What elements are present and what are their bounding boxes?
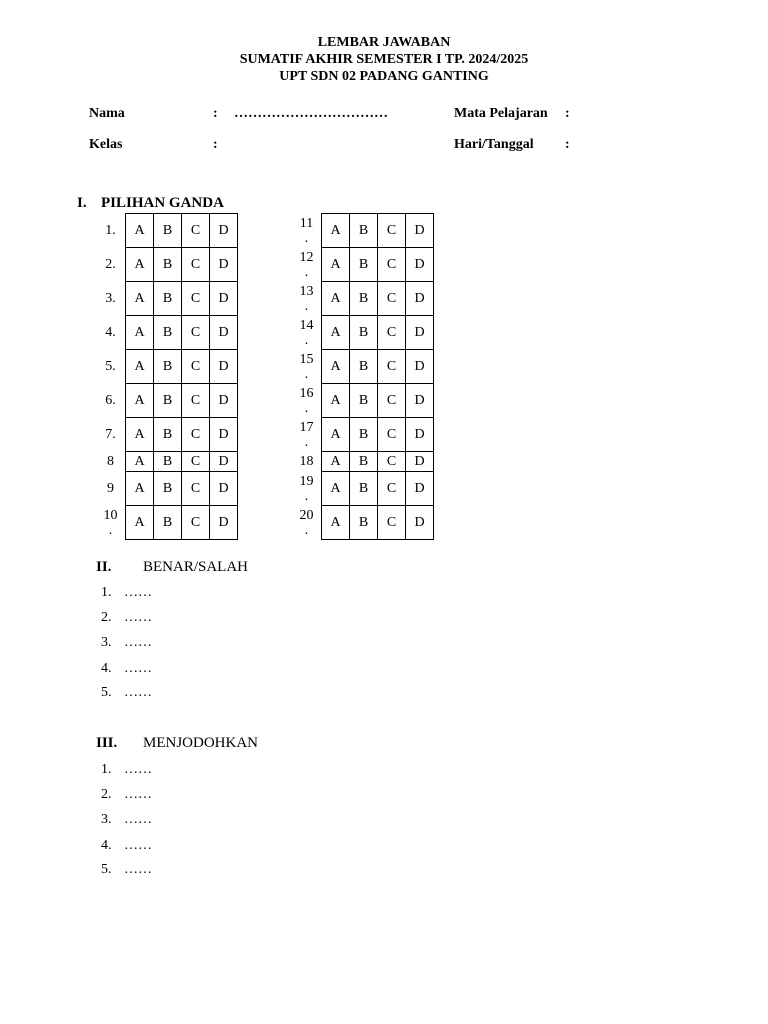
answer-row bbox=[292, 350, 434, 384]
answer-blank[interactable]: …… bbox=[124, 838, 152, 853]
item-number: 1. bbox=[101, 585, 112, 600]
answer-row bbox=[96, 350, 238, 384]
option-a-cell[interactable]: A bbox=[126, 506, 154, 540]
answer-row bbox=[292, 316, 434, 350]
item-number: 5. bbox=[101, 862, 112, 877]
answer-row bbox=[96, 316, 238, 350]
answer-row bbox=[96, 506, 238, 540]
option-b-cell[interactable]: B bbox=[350, 506, 378, 540]
option-c-cell[interactable]: C bbox=[378, 248, 406, 282]
option-b-cell[interactable]: B bbox=[350, 472, 378, 506]
option-b-cell[interactable]: B bbox=[350, 282, 378, 316]
answer-row bbox=[292, 418, 434, 452]
item-number: 1. bbox=[101, 762, 112, 777]
option-d-cell[interactable]: D bbox=[210, 452, 238, 472]
option-b-cell[interactable]: B bbox=[154, 472, 182, 506]
mapel-label: Mata Pelajaran bbox=[454, 106, 548, 121]
option-c-cell[interactable]: C bbox=[182, 316, 210, 350]
option-a-cell[interactable]: A bbox=[322, 452, 350, 472]
option-c-cell[interactable]: C bbox=[378, 472, 406, 506]
option-d-cell[interactable]: D bbox=[406, 384, 434, 418]
option-a-cell[interactable]: A bbox=[126, 282, 154, 316]
option-c-cell[interactable]: C bbox=[182, 472, 210, 506]
answer-row bbox=[96, 384, 238, 418]
option-a-cell[interactable]: A bbox=[322, 282, 350, 316]
item-number: 5. bbox=[101, 685, 112, 700]
section2-roman: II. bbox=[96, 559, 112, 575]
mapel-colon: : bbox=[565, 106, 570, 121]
item-number: 4. bbox=[101, 838, 112, 853]
hari-label: Hari/Tanggal bbox=[454, 137, 534, 152]
answer-row bbox=[96, 214, 238, 248]
answer-row bbox=[96, 452, 238, 472]
section2-heading bbox=[96, 559, 111, 576]
question-number: 20 . bbox=[299, 507, 314, 538]
answer-row bbox=[292, 506, 434, 540]
option-b-cell[interactable]: B bbox=[154, 350, 182, 384]
option-d-cell[interactable]: D bbox=[210, 282, 238, 316]
option-d-cell[interactable]: D bbox=[210, 214, 238, 248]
option-a-cell[interactable]: A bbox=[322, 350, 350, 384]
header-title: LEMBAR JAWABAN bbox=[317, 35, 451, 50]
section3-title: MENJODOHKAN bbox=[143, 735, 258, 751]
option-b-cell[interactable]: B bbox=[154, 418, 182, 452]
answer-row bbox=[96, 418, 238, 452]
section3-roman: III. bbox=[96, 735, 118, 751]
answer-blank[interactable]: …… bbox=[124, 585, 152, 600]
answer-row bbox=[96, 472, 238, 506]
answer-row bbox=[292, 248, 434, 282]
nama-field[interactable]: …………………………… bbox=[234, 106, 388, 121]
option-b-cell[interactable]: B bbox=[154, 248, 182, 282]
question-number: 17 . bbox=[299, 419, 314, 450]
question-number: 2. bbox=[105, 257, 116, 272]
option-c-cell[interactable]: C bbox=[182, 214, 210, 248]
option-d-cell[interactable]: D bbox=[406, 214, 434, 248]
header-subtitle: SUMATIF AKHIR SEMESTER I TP. 2024/2025 bbox=[239, 52, 529, 67]
answer-row bbox=[96, 282, 238, 316]
option-d-cell[interactable]: D bbox=[210, 384, 238, 418]
question-number: 13 . bbox=[299, 283, 314, 314]
option-a-cell[interactable]: A bbox=[126, 214, 154, 248]
option-a-cell[interactable]: A bbox=[126, 418, 154, 452]
item-number: 4. bbox=[101, 661, 112, 676]
option-b-cell[interactable]: B bbox=[350, 350, 378, 384]
option-b-cell[interactable]: B bbox=[154, 316, 182, 350]
option-d-cell[interactable]: D bbox=[210, 506, 238, 540]
option-d-cell[interactable]: D bbox=[210, 248, 238, 282]
item-number: 2. bbox=[101, 787, 112, 802]
option-a-cell[interactable]: A bbox=[322, 214, 350, 248]
question-number: 7. bbox=[105, 427, 116, 442]
answer-blank[interactable]: …… bbox=[124, 762, 152, 777]
question-number: 12 . bbox=[299, 249, 314, 280]
option-c-cell[interactable]: C bbox=[182, 248, 210, 282]
option-a-cell[interactable]: A bbox=[126, 384, 154, 418]
option-c-cell[interactable]: C bbox=[378, 214, 406, 248]
answer-grid-left bbox=[96, 213, 238, 540]
answer-blank[interactable]: …… bbox=[124, 812, 152, 827]
option-d-cell[interactable]: D bbox=[406, 350, 434, 384]
nama-label: Nama bbox=[89, 106, 125, 121]
option-b-cell[interactable]: B bbox=[154, 384, 182, 418]
option-a-cell[interactable]: A bbox=[126, 350, 154, 384]
option-b-cell[interactable]: B bbox=[154, 506, 182, 540]
option-a-cell[interactable]: A bbox=[322, 472, 350, 506]
option-a-cell[interactable]: A bbox=[126, 472, 154, 506]
question-number: 8 bbox=[107, 454, 114, 469]
option-b-cell[interactable]: B bbox=[350, 248, 378, 282]
question-number: 11 . bbox=[299, 215, 314, 246]
option-c-cell[interactable]: C bbox=[378, 350, 406, 384]
section1-title: PILIHAN GANDA bbox=[101, 195, 224, 211]
question-number: 19 . bbox=[299, 473, 314, 504]
answer-blank[interactable]: …… bbox=[124, 661, 152, 676]
answer-row bbox=[292, 452, 434, 472]
question-number: 10 . bbox=[103, 507, 118, 538]
option-c-cell[interactable]: C bbox=[378, 282, 406, 316]
option-a-cell[interactable]: A bbox=[126, 316, 154, 350]
question-number: 6. bbox=[105, 393, 116, 408]
answer-blank[interactable]: …… bbox=[124, 610, 152, 625]
option-c-cell[interactable]: C bbox=[182, 418, 210, 452]
option-b-cell[interactable]: B bbox=[154, 214, 182, 248]
question-number: 5. bbox=[105, 359, 116, 374]
section2-title: BENAR/SALAH bbox=[143, 559, 249, 575]
answer-blank[interactable]: …… bbox=[124, 787, 152, 802]
option-a-cell[interactable]: A bbox=[126, 452, 154, 472]
question-number: 4. bbox=[105, 325, 116, 340]
option-c-cell[interactable]: C bbox=[182, 506, 210, 540]
option-c-cell[interactable]: C bbox=[378, 316, 406, 350]
option-b-cell[interactable]: B bbox=[350, 316, 378, 350]
option-a-cell[interactable]: A bbox=[126, 248, 154, 282]
question-number: 15 . bbox=[299, 351, 314, 382]
option-a-cell[interactable]: A bbox=[322, 384, 350, 418]
option-b-cell[interactable]: B bbox=[350, 384, 378, 418]
answer-blank[interactable]: …… bbox=[124, 862, 152, 877]
answer-row bbox=[292, 384, 434, 418]
question-number: 14 . bbox=[299, 317, 314, 348]
question-number: 1. bbox=[105, 223, 116, 238]
option-d-cell[interactable]: D bbox=[210, 418, 238, 452]
hari-colon: : bbox=[565, 137, 570, 152]
answer-blank[interactable]: …… bbox=[124, 635, 152, 650]
page-header bbox=[0, 34, 768, 85]
answer-row bbox=[292, 214, 434, 248]
option-c-cell[interactable]: C bbox=[182, 384, 210, 418]
option-c-cell[interactable]: C bbox=[182, 282, 210, 316]
option-d-cell[interactable]: D bbox=[406, 282, 434, 316]
option-d-cell[interactable]: D bbox=[406, 506, 434, 540]
option-a-cell[interactable]: A bbox=[322, 316, 350, 350]
question-number: 9 bbox=[107, 481, 114, 496]
option-d-cell[interactable]: D bbox=[406, 472, 434, 506]
option-c-cell[interactable]: C bbox=[378, 418, 406, 452]
option-b-cell[interactable]: B bbox=[350, 452, 378, 472]
question-number: 16 . bbox=[299, 385, 314, 416]
option-d-cell[interactable]: D bbox=[406, 418, 434, 452]
answer-grid-right bbox=[292, 213, 434, 540]
nama-colon: : bbox=[213, 106, 218, 121]
option-c-cell[interactable]: C bbox=[378, 452, 406, 472]
option-a-cell[interactable]: A bbox=[322, 248, 350, 282]
answer-blank[interactable]: …… bbox=[124, 685, 152, 700]
option-a-cell[interactable]: A bbox=[322, 418, 350, 452]
question-number: 3. bbox=[105, 291, 116, 306]
option-c-cell[interactable]: C bbox=[182, 452, 210, 472]
option-b-cell[interactable]: B bbox=[350, 214, 378, 248]
option-c-cell[interactable]: C bbox=[378, 506, 406, 540]
header-school: UPT SDN 02 PADANG GANTING bbox=[279, 69, 489, 84]
answer-row bbox=[292, 472, 434, 506]
option-b-cell[interactable]: B bbox=[154, 452, 182, 472]
option-b-cell[interactable]: B bbox=[350, 418, 378, 452]
option-a-cell[interactable]: A bbox=[322, 506, 350, 540]
option-d-cell[interactable]: D bbox=[406, 248, 434, 282]
kelas-colon: : bbox=[213, 137, 218, 152]
option-d-cell[interactable]: D bbox=[406, 452, 434, 472]
question-number: 18 bbox=[299, 454, 314, 469]
item-number: 2. bbox=[101, 610, 112, 625]
answer-row bbox=[292, 282, 434, 316]
option-c-cell[interactable]: C bbox=[378, 384, 406, 418]
option-d-cell[interactable]: D bbox=[210, 350, 238, 384]
answer-row bbox=[96, 248, 238, 282]
option-d-cell[interactable]: D bbox=[210, 472, 238, 506]
option-c-cell[interactable]: C bbox=[182, 350, 210, 384]
option-d-cell[interactable]: D bbox=[210, 316, 238, 350]
option-d-cell[interactable]: D bbox=[406, 316, 434, 350]
option-b-cell[interactable]: B bbox=[154, 282, 182, 316]
kelas-label: Kelas bbox=[89, 137, 123, 152]
item-number: 3. bbox=[101, 635, 112, 650]
section1-roman: I. bbox=[77, 195, 87, 211]
section3-heading bbox=[96, 735, 117, 752]
item-number: 3. bbox=[101, 812, 112, 827]
